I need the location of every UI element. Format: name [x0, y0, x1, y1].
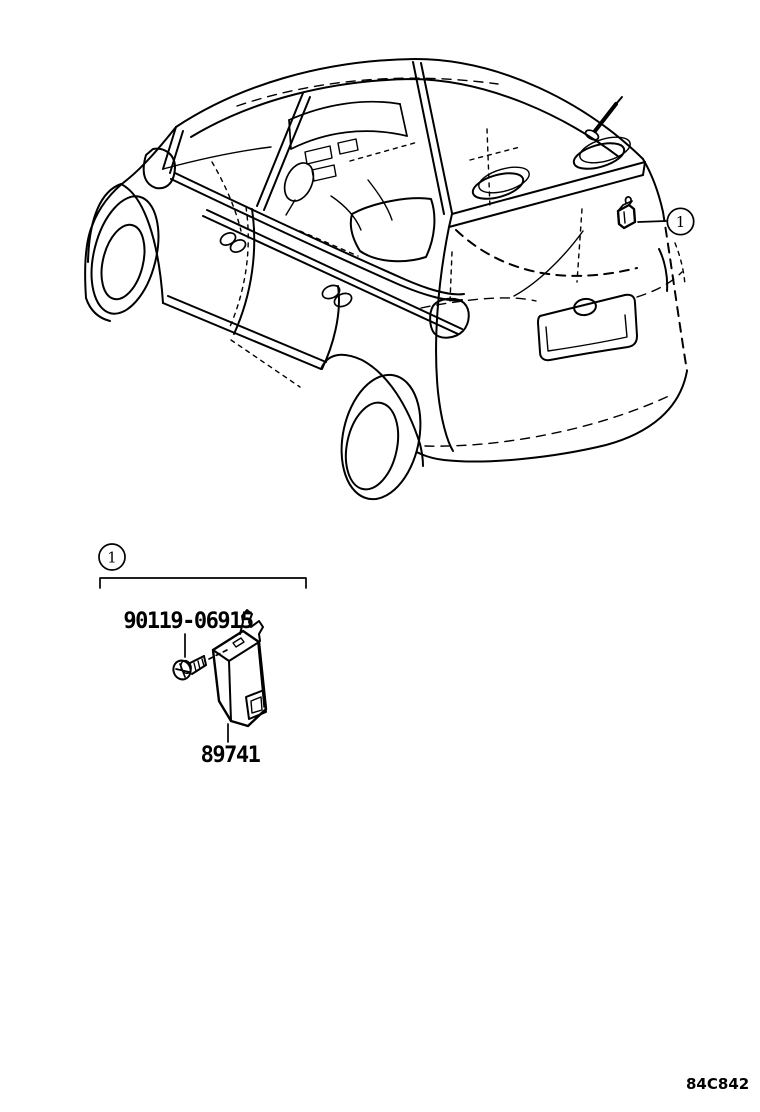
callout-number-car: 1: [675, 213, 686, 231]
rear-hatch: [421, 227, 685, 451]
figure-code: 84C842: [686, 1075, 750, 1093]
parcel-shelf: [449, 132, 645, 227]
callout-number-detail: 1: [107, 548, 117, 567]
rear-wheel: [331, 367, 432, 506]
component-part-number-label: 89741: [200, 743, 260, 768]
beltline: [171, 173, 464, 300]
steering-wheel: [279, 158, 319, 205]
detail-section: [99, 544, 306, 742]
group-bracket: [100, 578, 306, 588]
side-mirror: [144, 149, 175, 189]
bolt-part-number-label: 90119-06915: [123, 609, 253, 634]
screw-drawing: [171, 656, 206, 682]
callout-leader-line: [638, 221, 666, 222]
pillars: [163, 62, 452, 214]
car-illustration: [80, 59, 687, 507]
front-door-handle: [218, 230, 237, 247]
callout-marker-detail: [99, 544, 306, 588]
relay-location-marker: [618, 197, 635, 228]
